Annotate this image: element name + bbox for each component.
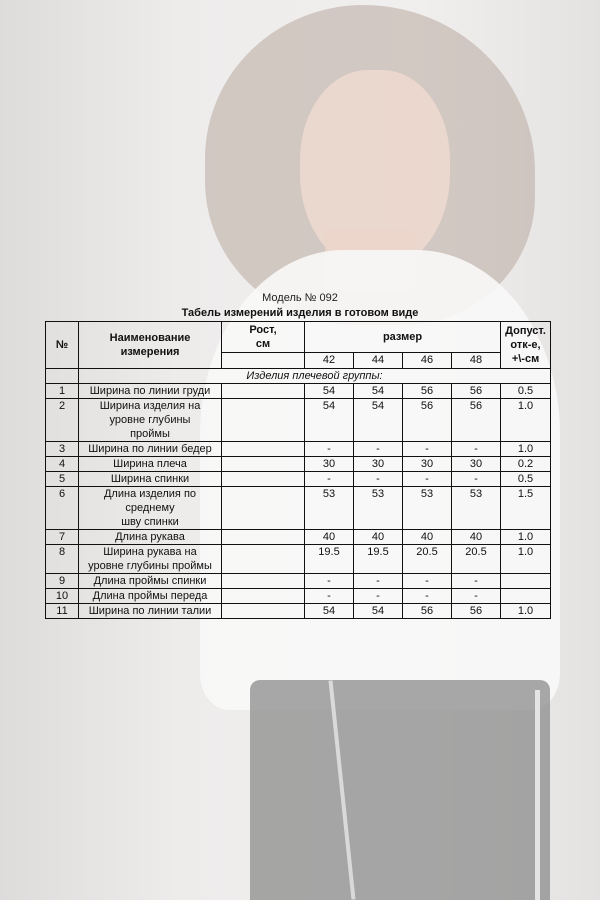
size-value: 19.5: [354, 545, 403, 574]
size-value: -: [305, 574, 354, 589]
height-cell: [222, 442, 305, 457]
table-row: [46, 472, 551, 487]
size-value: 30: [452, 457, 501, 472]
row-number: 8: [46, 545, 79, 574]
size-value: -: [403, 442, 452, 457]
row-number: 5: [46, 472, 79, 487]
size-value: 19.5: [305, 545, 354, 574]
row-number: 6: [46, 487, 79, 530]
measurement-name-line: Ширина плеча: [113, 458, 187, 470]
size-value: 56: [403, 384, 452, 399]
measurement-name-line: Ширина по линии бедер: [88, 443, 212, 455]
measurement-name-line: Ширина спинки: [110, 473, 190, 485]
row-number: 7: [46, 530, 79, 545]
size-value: 54: [354, 384, 403, 399]
table-row: [46, 457, 551, 472]
header-height-line2: см: [255, 338, 271, 350]
size-value: -: [403, 589, 452, 604]
header-name-line1: Наименование: [109, 332, 191, 344]
group-empty-cell: [46, 369, 79, 384]
size-48: 48: [452, 353, 501, 369]
size-value: 54: [354, 604, 403, 619]
group-label: Изделия плечевой группы:: [79, 369, 551, 384]
table-row: [46, 589, 551, 604]
height-cell: [222, 472, 305, 487]
size-value: 30: [305, 457, 354, 472]
tolerance-value: 0.5: [501, 384, 551, 399]
tolerance-value: 0.2: [501, 457, 551, 472]
measurement-name-line: уровне глубины проймы: [88, 560, 212, 572]
row-number: 2: [46, 399, 79, 442]
table-body: [46, 369, 551, 619]
measurement-name: [79, 442, 222, 457]
height-empty-cell: [222, 353, 305, 369]
tolerance-value: 0.5: [501, 472, 551, 487]
size-44: 44: [354, 353, 403, 369]
header-tol-line3: +\-см: [511, 353, 540, 365]
measurement-name-line: Ширина по линии груди: [89, 385, 211, 397]
header-tol-line1: Допуст.: [505, 325, 546, 337]
size-value: -: [452, 589, 501, 604]
header-tol-line2: отк-е,: [510, 339, 541, 351]
measurement-name-line: шву спинки: [121, 516, 179, 528]
measurement-name-line: уровне глубины: [109, 414, 191, 426]
measurement-name-line: Ширина по линии талии: [88, 605, 212, 617]
size-value: -: [305, 442, 354, 457]
size-value: 54: [305, 399, 354, 442]
model-number: Модель № 092: [262, 292, 338, 304]
measurement-name: [79, 589, 222, 604]
size-value: 53: [403, 487, 452, 530]
measurement-name: [79, 574, 222, 589]
table-header-row: [46, 322, 551, 353]
header-tolerance: [501, 322, 551, 369]
size-value: 40: [305, 530, 354, 545]
tolerance-value: 1.0: [501, 399, 551, 442]
size-46: 46: [403, 353, 452, 369]
measurement-name-line: Длина проймы переда: [92, 590, 208, 602]
size-value: 53: [305, 487, 354, 530]
height-cell: [222, 384, 305, 399]
header-name-line2: измерения: [120, 346, 180, 358]
table-row: [46, 399, 551, 442]
measurement-name: [79, 457, 222, 472]
measurement-table: [45, 321, 551, 619]
row-number: 3: [46, 442, 79, 457]
size-value: 30: [403, 457, 452, 472]
table-row: [46, 530, 551, 545]
measurement-name: [79, 472, 222, 487]
size-value: 20.5: [452, 545, 501, 574]
header-size: размер: [305, 322, 501, 353]
table-row: [46, 442, 551, 457]
measurement-name: [79, 487, 222, 530]
tolerance-value: [501, 574, 551, 589]
group-row: [46, 369, 551, 384]
size-value: 53: [452, 487, 501, 530]
size-value: -: [452, 472, 501, 487]
size-value: 56: [452, 399, 501, 442]
height-cell: [222, 574, 305, 589]
row-number: 4: [46, 457, 79, 472]
height-cell: [222, 399, 305, 442]
size-value: -: [354, 472, 403, 487]
tolerance-value: 1.0: [501, 604, 551, 619]
header-name: [79, 322, 222, 369]
size-value: 54: [354, 399, 403, 442]
size-42: 42: [305, 353, 354, 369]
table-caption: Табель измерений изделия в готовом виде: [181, 307, 419, 319]
size-value: -: [354, 442, 403, 457]
table-row: [46, 384, 551, 399]
tolerance-value: 1.0: [501, 442, 551, 457]
measurement-name-line: Длина проймы спинки: [93, 575, 207, 587]
size-value: -: [452, 574, 501, 589]
height-cell: [222, 604, 305, 619]
size-value: 56: [452, 604, 501, 619]
measurement-name: [79, 545, 222, 574]
measurement-name-line: Ширина рукава на: [103, 546, 197, 558]
measurement-name-line: среднему: [125, 502, 175, 514]
row-number: 10: [46, 589, 79, 604]
size-value: -: [305, 589, 354, 604]
height-cell: [222, 487, 305, 530]
measurement-name-line: Длина изделия по: [103, 488, 197, 500]
size-value: -: [305, 472, 354, 487]
height-cell: [222, 545, 305, 574]
size-value: 56: [452, 384, 501, 399]
size-value: 56: [403, 604, 452, 619]
measurement-name: [79, 384, 222, 399]
size-value: -: [403, 472, 452, 487]
size-value: 40: [452, 530, 501, 545]
tolerance-value: [501, 589, 551, 604]
size-value: 53: [354, 487, 403, 530]
row-number: 11: [46, 604, 79, 619]
measurement-name: [79, 530, 222, 545]
measurement-name-line: проймы: [130, 428, 170, 440]
size-value: -: [403, 574, 452, 589]
size-value: 40: [354, 530, 403, 545]
tolerance-value: 1.0: [501, 545, 551, 574]
header-height: [222, 322, 305, 353]
height-cell: [222, 530, 305, 545]
size-value: -: [452, 442, 501, 457]
tolerance-value: 1.0: [501, 530, 551, 545]
height-cell: [222, 589, 305, 604]
table-row: [46, 604, 551, 619]
header-no: №: [46, 322, 79, 369]
row-number: 9: [46, 574, 79, 589]
table-row: [46, 487, 551, 530]
size-value: 40: [403, 530, 452, 545]
measurement-name-line: Ширина изделия на: [99, 400, 201, 412]
measurement-name: [79, 399, 222, 442]
size-value: 54: [305, 384, 354, 399]
measurement-name-line: Длина рукава: [115, 531, 185, 543]
height-cell: [222, 457, 305, 472]
size-value: 56: [403, 399, 452, 442]
size-value: 54: [305, 604, 354, 619]
row-number: 1: [46, 384, 79, 399]
header-height-line1: Рост,: [249, 324, 277, 336]
table-row: [46, 545, 551, 574]
measurement-name: [79, 604, 222, 619]
size-value: -: [354, 589, 403, 604]
table-row: [46, 574, 551, 589]
size-value: 30: [354, 457, 403, 472]
tolerance-value: 1.5: [501, 487, 551, 530]
size-value: -: [354, 574, 403, 589]
size-value: 20.5: [403, 545, 452, 574]
